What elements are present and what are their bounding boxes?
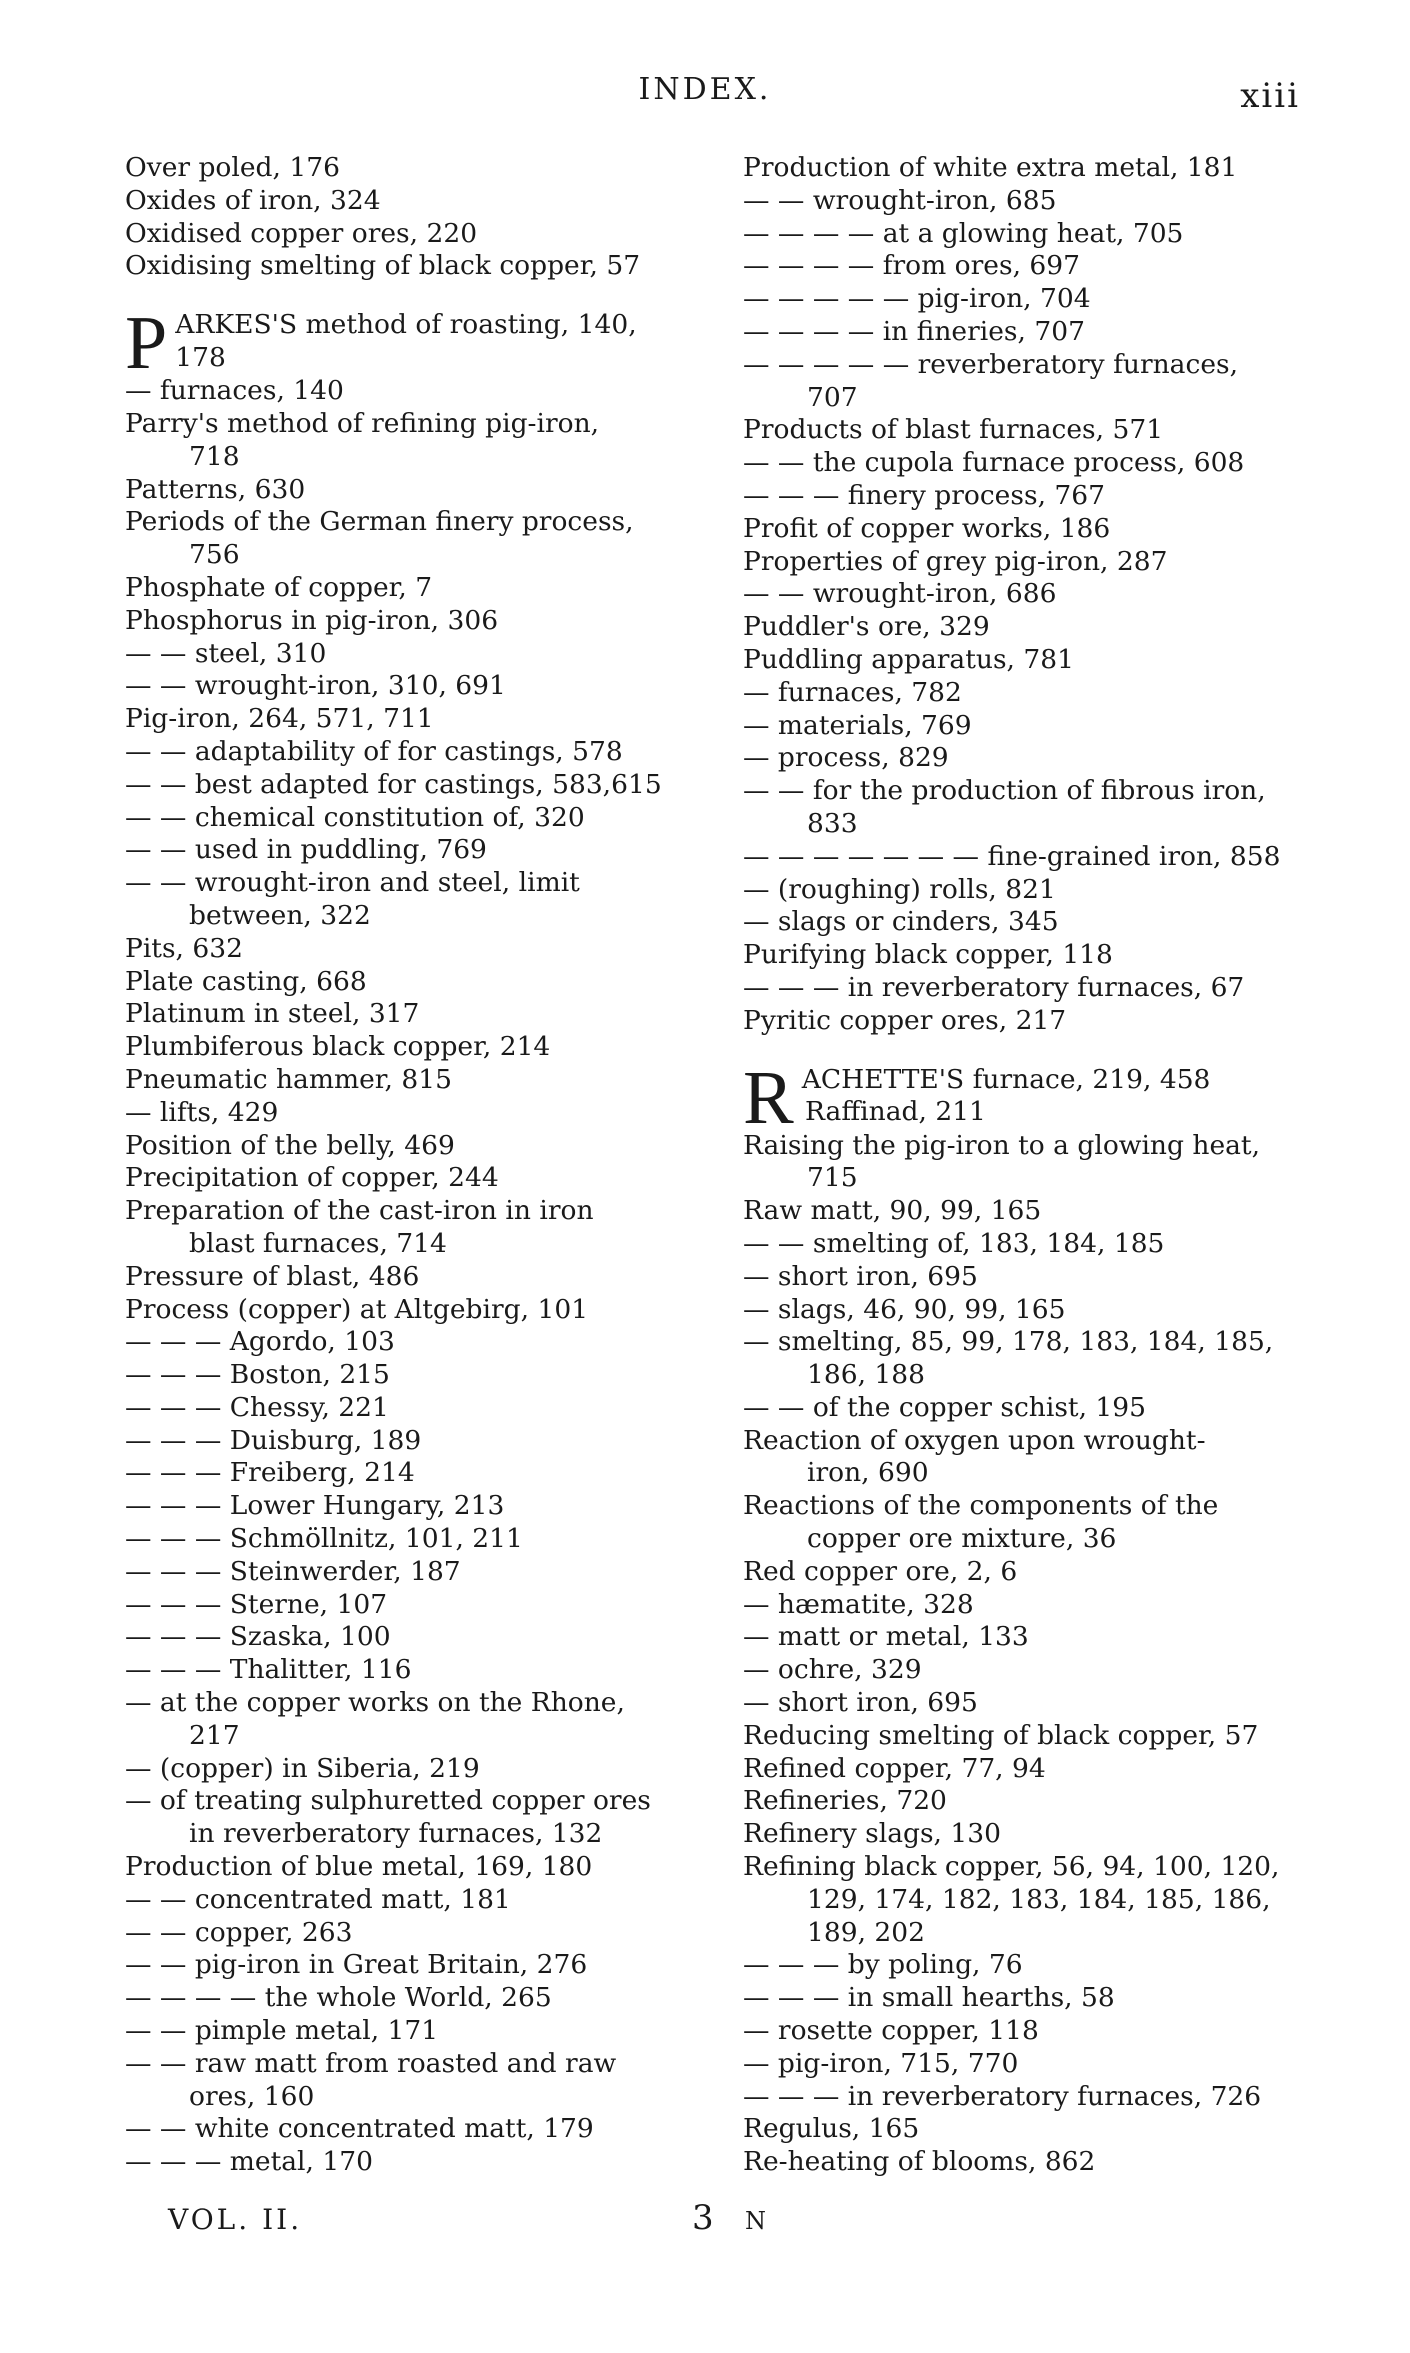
index-entry: — — — in reverberatory furnaces, 726 — [743, 2080, 1262, 2112]
index-entry: — (copper) in Siberia, 219 — [125, 1752, 480, 1784]
index-entry: Refined copper, 77, 94 — [743, 1752, 1046, 1784]
index-entry: — — — Szaska, 100 — [125, 1621, 391, 1653]
index-entry: Purifying black copper, 118 — [743, 939, 1113, 971]
index-entry: Production of blue metal, 169, 180 — [125, 1851, 593, 1883]
index-entry: 189, 202 — [807, 1916, 926, 1948]
index-entry: — — wrought-iron, 310, 691 — [125, 670, 506, 702]
index-entry: — — — Boston, 215 — [125, 1359, 390, 1391]
index-entry: iron, 690 — [807, 1457, 929, 1489]
index-entry: Puddler's ore, 329 — [743, 611, 990, 643]
index-entry: — — — Agordo, 103 — [125, 1326, 395, 1358]
page-number: xiii — [1240, 76, 1300, 116]
index-entry: copper ore mixture, 36 — [807, 1523, 1117, 1555]
index-entry: — slags, 46, 90, 99, 165 — [743, 1293, 1066, 1325]
index-entry: Products of blast furnaces, 571 — [743, 414, 1164, 446]
index-entry: Phosphate of copper, 7 — [125, 571, 433, 603]
index-entry: Red copper ore, 2, 6 — [743, 1555, 1018, 1587]
index-entry: — (roughing) rolls, 821 — [743, 873, 1056, 905]
index-entry: Refineries, 720 — [743, 1785, 947, 1817]
p-first-line-cont: 178 — [175, 341, 226, 373]
index-entry: Pressure of blast, 486 — [125, 1260, 420, 1292]
index-entry: — — — Freiberg, 214 — [125, 1457, 415, 1489]
section-p — [125, 309, 700, 2179]
drop-cap-r: R — [743, 1063, 794, 1130]
index-entry: 217 — [189, 1719, 240, 1751]
index-entry: Refinery slags, 130 — [743, 1818, 1001, 1850]
index-entry: — — — — at a glowing heat, 705 — [743, 217, 1184, 249]
right-top-entries — [743, 152, 1308, 1038]
index-entry: Preparation of the cast-iron in iron — [125, 1195, 594, 1227]
index-entry: — rosette copper, 118 — [743, 2015, 1039, 2047]
index-entry: Periods of the German finery process, — [125, 506, 634, 538]
index-entry: Oxidising smelting of black copper, 57 — [125, 250, 641, 282]
left-top-entries — [125, 152, 700, 283]
index-entry: — — — — from ores, 697 — [743, 250, 1081, 282]
section-r — [743, 1064, 1308, 2180]
index-entry: Profit of copper works, 186 — [743, 512, 1111, 544]
index-entry: — — the cupola furnace process, 608 — [743, 447, 1245, 479]
index-entry: 715 — [807, 1162, 858, 1194]
index-entry: — — — metal, 170 — [125, 2146, 373, 2178]
index-title: INDEX. — [638, 72, 772, 107]
index-entry: — smelting, 85, 99, 178, 183, 184, 185, — [743, 1326, 1274, 1358]
index-entry: — hæmatite, 328 — [743, 1588, 974, 1620]
index-entry: — short iron, 695 — [743, 1260, 978, 1292]
signature-mark: 3 — [692, 2198, 714, 2238]
index-entry: — — — — the whole World, 265 — [125, 1982, 552, 2014]
index-entry: Re-heating of blooms, 862 — [743, 2146, 1096, 2178]
index-entry: — — wrought-iron, 685 — [743, 184, 1057, 216]
r-entries — [743, 1130, 1308, 2180]
index-entry: — — pig-iron in Great Britain, 276 — [125, 1949, 588, 1981]
drop-cap-p: P — [125, 309, 168, 376]
index-entry: 186, 188 — [807, 1359, 926, 1391]
index-entry: — — white concentrated matt, 179 — [125, 2113, 594, 2145]
index-entry: — pig-iron, 715, 770 — [743, 2047, 1019, 2079]
index-entry: Process (copper) at Altgebirg, 101 — [125, 1293, 589, 1325]
index-entry: — at the copper works on the Rhone, — [125, 1687, 625, 1719]
index-entry: — of treating sulphuretted copper ores — [125, 1785, 651, 1817]
index-entry: — — raw matt from roasted and raw — [125, 2047, 617, 2079]
index-entry: Reactions of the components of the — [743, 1490, 1219, 1522]
index-entry: Plate casting, 668 — [125, 965, 367, 997]
index-entry: Raising the pig-iron to a glowing heat, — [743, 1129, 1261, 1161]
index-entry: — process, 829 — [743, 742, 949, 774]
index-entry: — — adaptability of for castings, 578 — [125, 735, 623, 767]
index-entry: Pyritic copper ores, 217 — [743, 1004, 1067, 1036]
index-entry: — — of the copper schist, 195 — [743, 1391, 1147, 1423]
index-entry: — — wrought-iron and steel, limit — [125, 867, 580, 899]
signature-letter: N — [745, 2207, 766, 2235]
index-entry: — slags or cinders, 345 — [743, 906, 1059, 938]
index-entry: — — for the production of fibrous iron, — [743, 775, 1266, 807]
r-first-line-cont: Raffinad, 211 — [805, 1096, 986, 1128]
index-entry: — ochre, 329 — [743, 1654, 922, 1686]
index-entry: — matt or metal, 133 — [743, 1621, 1029, 1653]
index-entry: — — pimple metal, 171 — [125, 2015, 439, 2047]
index-entry: — — — Lower Hungary, 213 — [125, 1490, 505, 1522]
index-entry: — materials, 769 — [743, 709, 972, 741]
index-entry: — — used in puddling, 769 — [125, 834, 487, 866]
index-entry: — — — Schmöllnitz, 101, 211 — [125, 1523, 523, 1555]
index-entry: — — smelting of, 183, 184, 185 — [743, 1227, 1165, 1259]
volume-label: VOL. II. — [168, 2203, 303, 2236]
p-first-line: ARKES'S method of roasting, 140, — [175, 309, 637, 341]
index-entry: ores, 160 — [189, 2080, 315, 2112]
index-entry: — — copper, 263 — [125, 1916, 353, 1948]
index-entry: — — — by poling, 76 — [743, 1949, 1023, 1981]
index-entry: Phosphorus in pig-iron, 306 — [125, 604, 499, 636]
index-entry: Pits, 632 — [125, 932, 243, 964]
index-entry: Reducing smelting of black copper, 57 — [743, 1719, 1259, 1751]
index-entry: — — — — — pig-iron, 704 — [743, 283, 1091, 315]
index-entry: Platinum in steel, 317 — [125, 998, 420, 1030]
index-entry: — — — — in fineries, 707 — [743, 315, 1085, 347]
index-entry: — — steel, 310 — [125, 637, 327, 669]
index-entry: — — — — — — — fine-grained iron, 858 — [743, 840, 1281, 872]
index-entry: Regulus, 165 — [743, 2113, 920, 2145]
index-entry: — furnaces, 782 — [743, 676, 962, 708]
r-first-line: ACHETTE'S furnace, 219, 458 — [801, 1063, 1211, 1095]
index-entry: — — best adapted for castings, 583,615 — [125, 768, 662, 800]
p-entries — [125, 375, 700, 2179]
index-entry: — — — Chessy, 221 — [125, 1391, 389, 1423]
index-entry: — — — in small hearths, 58 — [743, 1982, 1115, 2014]
index-entry: — — — in reverberatory furnaces, 67 — [743, 971, 1245, 1003]
index-entry: 833 — [807, 807, 858, 839]
index-entry: in reverberatory furnaces, 132 — [189, 1818, 603, 1850]
index-entry: — — chemical constitution of, 320 — [125, 801, 585, 833]
index-entry: — — — finery process, 767 — [743, 479, 1105, 511]
index-entry: between, 322 — [189, 899, 371, 931]
index-entry: Plumbiferous black copper, 214 — [125, 1031, 551, 1063]
index-entry: — — — — — reverberatory furnaces, — [743, 348, 1239, 380]
index-entry: — furnaces, 140 — [125, 375, 344, 407]
index-entry: Parry's method of refining pig-iron, — [125, 407, 600, 439]
index-entry: — — concentrated matt, 181 — [125, 1883, 511, 1915]
index-entry: Pneumatic hammer, 815 — [125, 1063, 452, 1095]
index-entry: Raw matt, 90, 99, 165 — [743, 1195, 1042, 1227]
index-entry: — — — Sterne, 107 — [125, 1588, 388, 1620]
index-entry: Position of the belly, 469 — [125, 1129, 455, 1161]
index-entry: Properties of grey pig-iron, 287 — [743, 545, 1168, 577]
index-entry: — — — Steinwerder, 187 — [125, 1555, 461, 1587]
index-entry: blast furnaces, 714 — [189, 1227, 447, 1259]
index-entry: — short iron, 695 — [743, 1687, 978, 1719]
index-entry: — — — Duisburg, 189 — [125, 1424, 422, 1456]
index-entry: Pig-iron, 264, 571, 711 — [125, 703, 434, 735]
index-entry: 129, 174, 182, 183, 184, 185, 186, — [807, 1883, 1271, 1915]
index-entry: — — wrought-iron, 686 — [743, 578, 1057, 610]
index-entry: 718 — [189, 440, 240, 472]
index-entry: Patterns, 630 — [125, 473, 306, 505]
index-column-left — [125, 152, 700, 2179]
index-entry: Production of white extra metal, 181 — [743, 152, 1238, 183]
index-entry: Refining black copper, 56, 94, 100, 120, — [743, 1851, 1280, 1883]
index-entry: — — — Thalitter, 116 — [125, 1654, 412, 1686]
index-entry: 756 — [189, 539, 240, 571]
index-entry: Over poled, 176 — [125, 152, 340, 183]
index-entry: Puddling apparatus, 781 — [743, 643, 1074, 675]
index-entry: — lifts, 429 — [125, 1096, 279, 1128]
index-column-right — [743, 152, 1308, 2179]
index-entry: Precipitation of copper, 244 — [125, 1162, 499, 1194]
index-entry: Oxides of iron, 324 — [125, 184, 381, 216]
index-entry: 707 — [807, 381, 858, 413]
index-entry: Reaction of oxygen upon wrought- — [743, 1424, 1206, 1456]
index-entry: Oxidised copper ores, 220 — [125, 217, 478, 249]
